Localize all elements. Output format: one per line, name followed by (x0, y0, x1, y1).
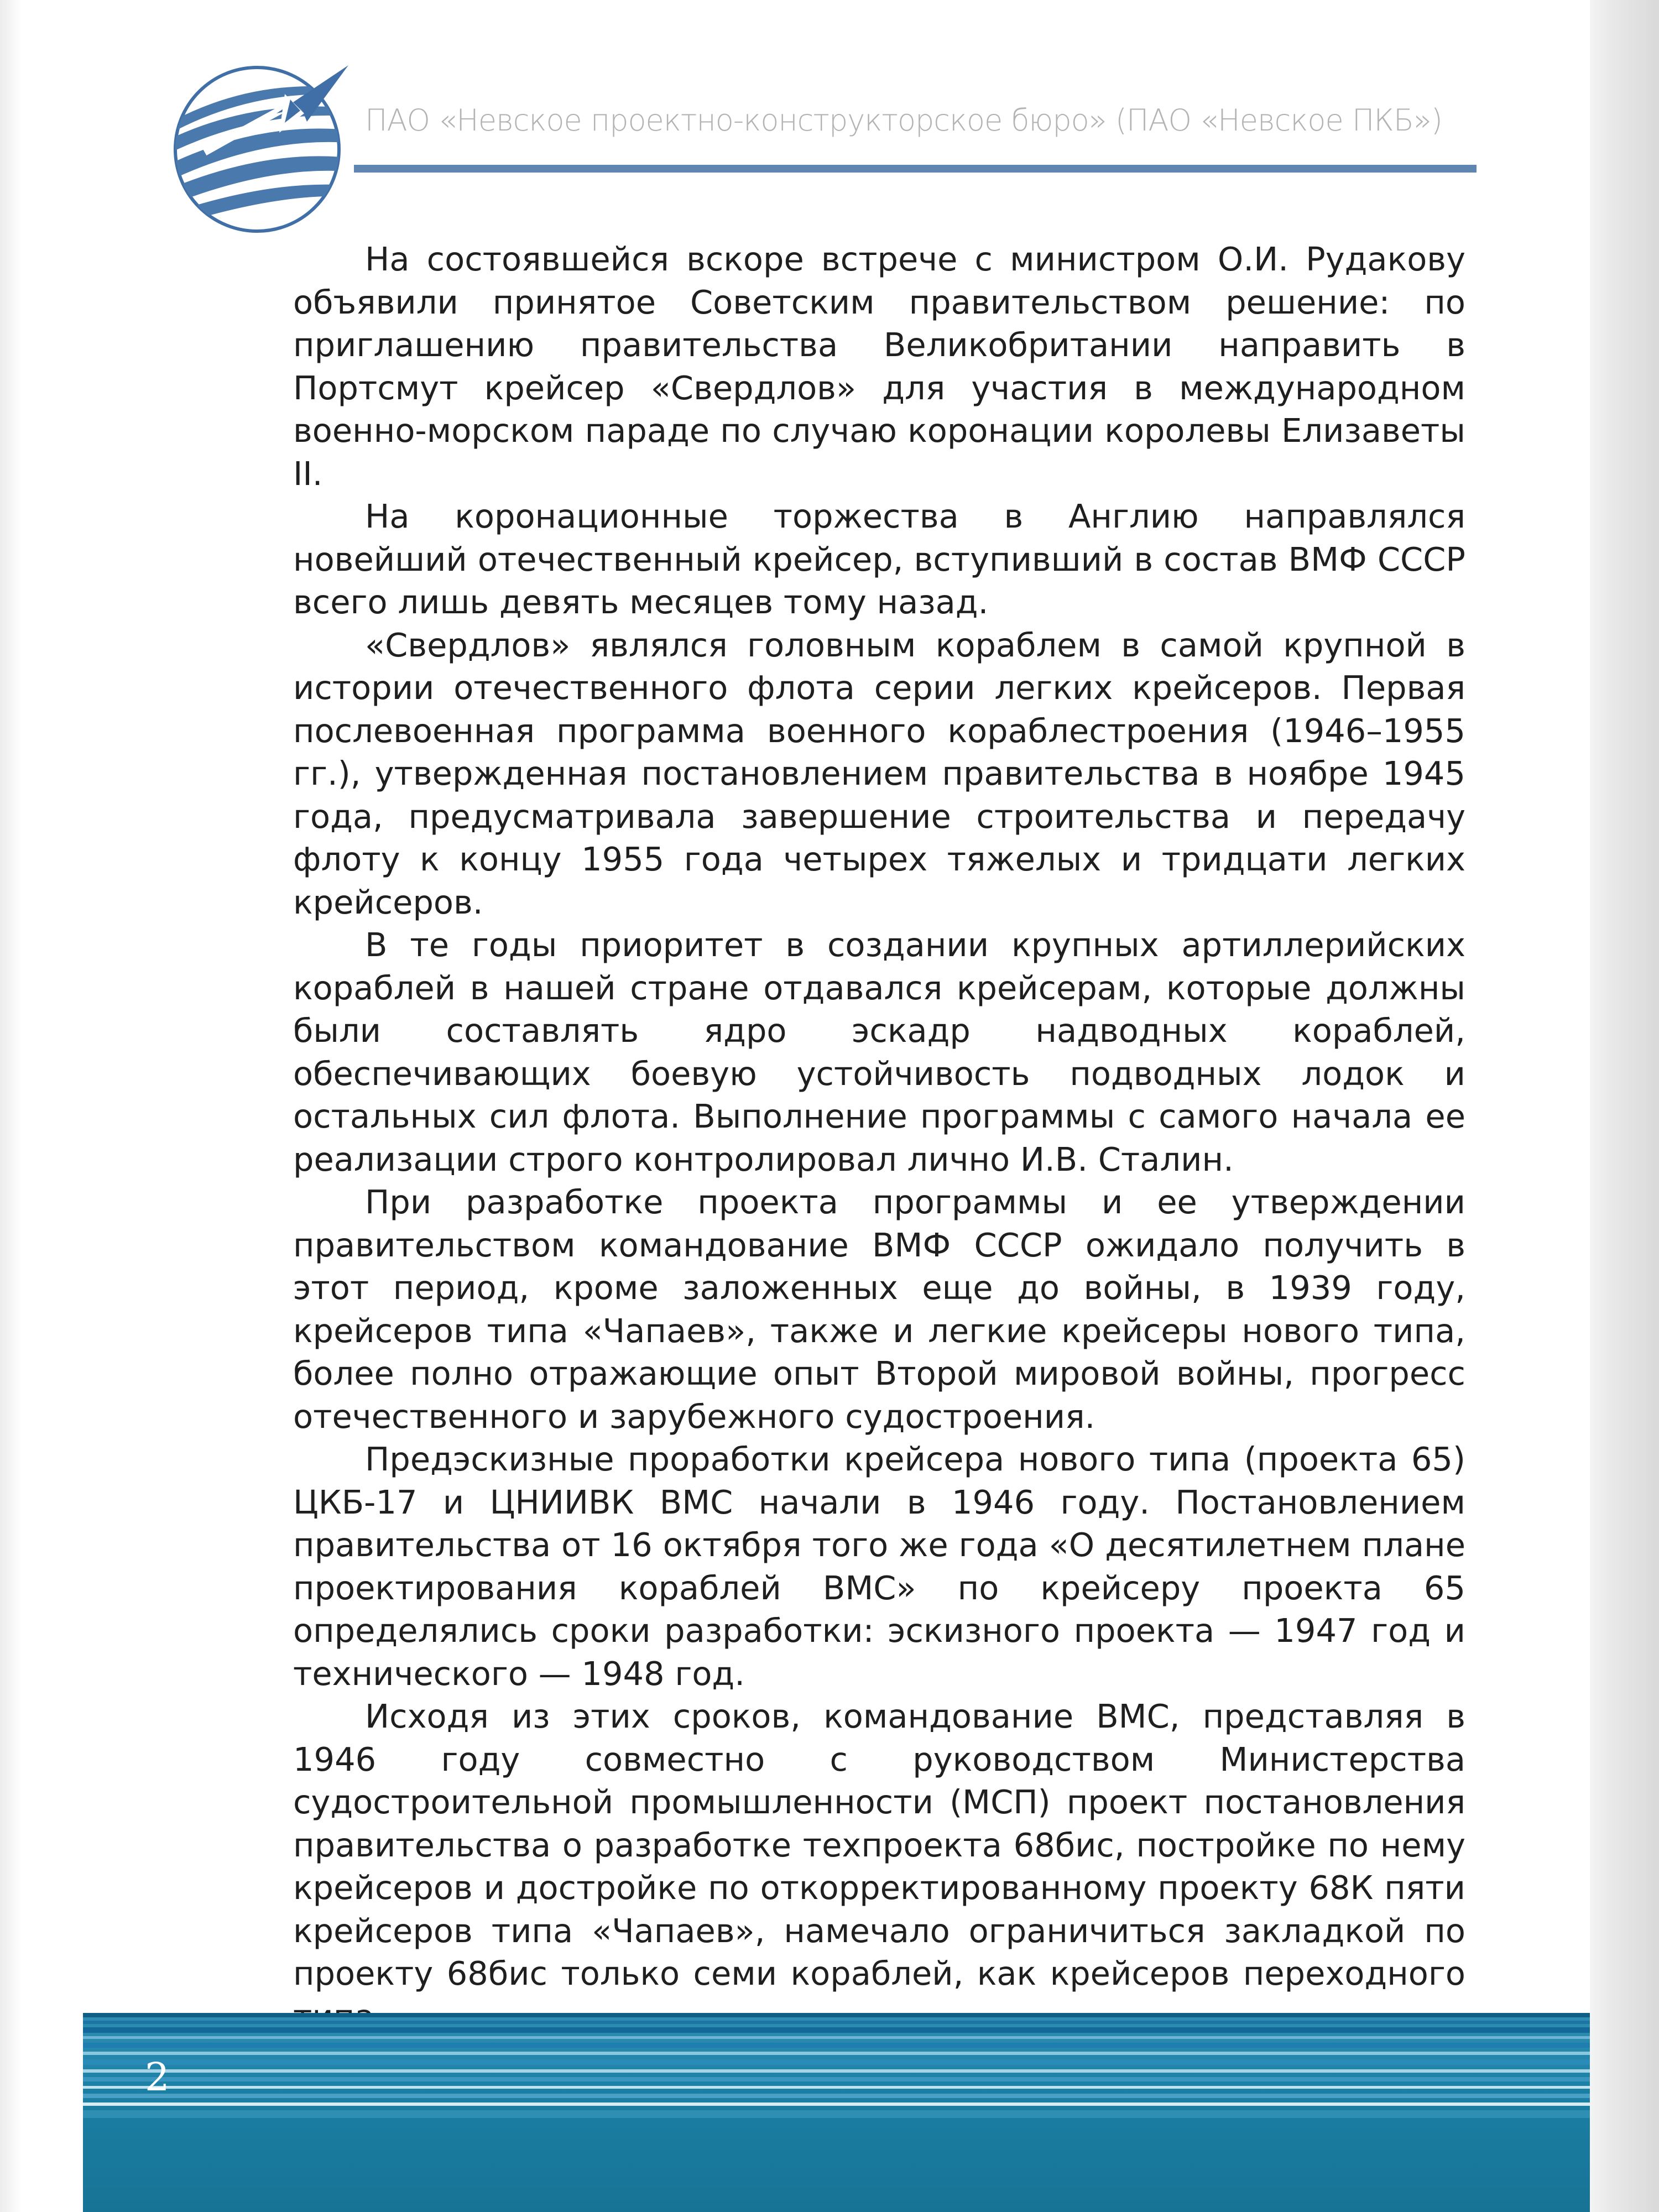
page-number: 2 (145, 2054, 170, 2100)
paragraph: В те годы приоритет в создании крупных артиллерийских кораблей в нашей стране отдавался крейсерам, которые должны были составлять ядро эскадр надводных кораблей, обеспечивающих боевую устойчивость подводных лодок и остальных сил флота. Выполнение программы с самого начала ее реализации строго контролировал лично И.В. Сталин. (293, 926, 1465, 1178)
paragraph: «Свердлов» являлся головным кораблем в самой крупной в истории отечественного флота серии легких крейсеров. Первая послевоенная программа военного кораблестроения (1946–1955 гг.), утвержденная постановлением правительства в ноябре 1945 года, предусматривала завершение строительства и передачу флоту к концу 1955 года четырех тяжелых и тридцати легких крейсеров. (293, 625, 1465, 921)
header-rule (354, 165, 1477, 173)
paragraph: При разработке проекта программы и ее утверждении правительством командование ВМФ СССР ожидало получить в этот период, кроме заложенных еще до войны, в 1939 году, крейсеров типа «Чапаев», также и легкие крейсеры нового типа, более полно отражающие опыт Второй мировой войны, прогресс отечественного и зарубежного судостроения. (293, 1183, 1465, 1436)
nevskoe-pkb-logo-icon (166, 55, 354, 238)
footer-band (83, 2013, 1590, 2212)
paragraph: Предэскизные проработки крейсера нового типа (проекта 65) ЦКБ-17 и ЦНИИВК ВМС начали в 1946 году. Постановлением правительства от 16 октября того же года «О десятилетнем плане проектирования кораблей ВМС» по крейсеру проекта 65 определялись сроки разработки: эскизного проекта — 1947 год и технического — 1948 год. (293, 1440, 1465, 1693)
footer-stripes (83, 2013, 1590, 2118)
paragraph: Исходя из этих сроков, командование ВМС, представляя в 1946 году совместно с руководством Министерства судостроительной промышленности (МСП) проект постановления правительства о разработке техпроекта 68бис, постройке по нему крейсеров и достройке по откорректированному проекту 68К пяти крейсеров типа «Чапаев», намечало ограничиться закладкой по проекту 68бис только семи кораблей, как крейсеров переходного (293, 1697, 1465, 1992)
paragraph: На коронационные торжества в Англию направлялся новейший отечественный крейсер, вступивший в состав ВМФ СССР всего лишь девять месяцев тому назад. (293, 497, 1465, 621)
article-body (293, 238, 1465, 2209)
paragraph: На состоявшейся вскоре встрече с министром О.И. Рудакову объявили принятое Советским правительством решение: по приглашению правительства Великобритании направить в Портсмут крейсер «Свердлов» для участия в международном военно-морском параде по случаю коронации королевы Елизаветы II. (293, 240, 1465, 493)
page-right-edge (1590, 0, 1659, 2212)
running-header: ПАО «Невское проектно-конструкторское бюро» (ПАО «Невское ПКБ») (365, 103, 1442, 138)
page-left-edge (0, 0, 22, 2212)
